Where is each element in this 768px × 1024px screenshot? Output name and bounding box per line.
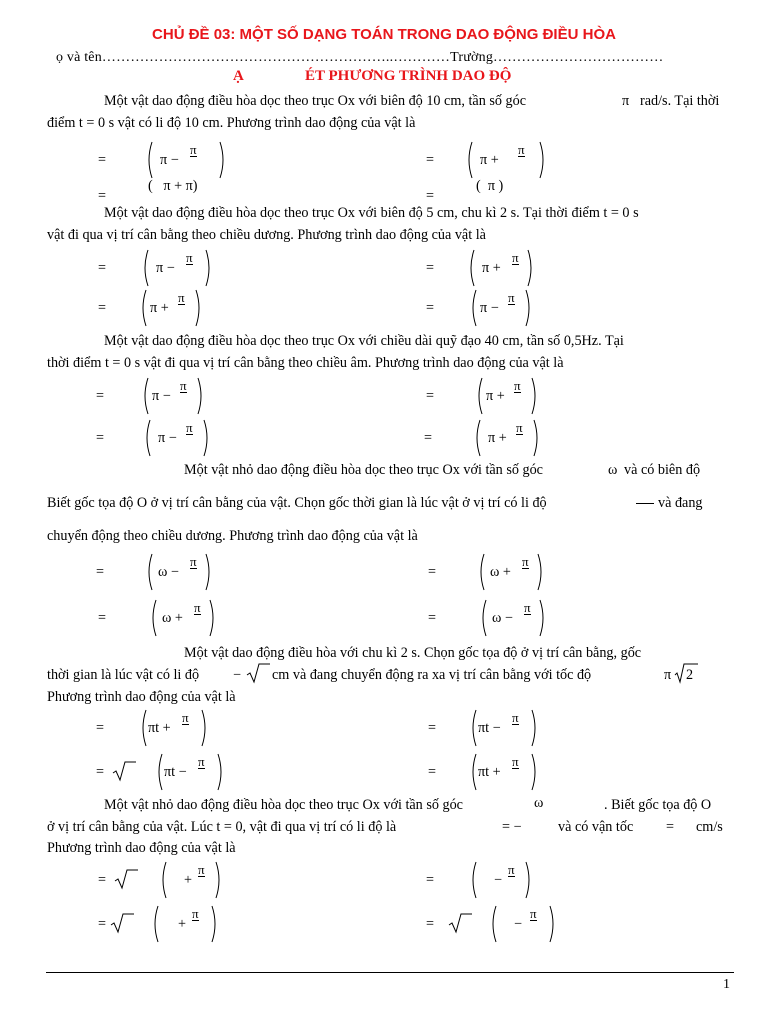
q6-omega: ω [534,795,544,811]
q6-option-d[interactable]: = − π [426,904,586,944]
q2-text-line2: vật đi qua vị trí cân bằng theo chiều dương. Phương trình dao động của vật là [47,227,486,243]
q5-minus: − [233,667,242,683]
q2-text-line1: Một vật dao động điều hòa dọc theo trục Ox với biên độ 5 cm, chu kì 2 s. Tại thời điểm t = 0 s [104,205,639,221]
q1-text-line2: điểm t = 0 s vật có li độ 10 cm. Phương trình dao động của vật là [47,115,416,131]
q4-option-d[interactable]: = ω − π [428,598,568,638]
page-number: 1 [723,977,730,992]
q5-option-c[interactable]: = πt − π [96,752,256,792]
q2-option-d[interactable]: = π − π [426,288,566,328]
q3-text-line2: thời điểm t = 0 s vật đi qua vị trí cân bằng theo chiều âm. Phương trình dao động của vật là [47,355,564,371]
q4-fraction-bar [636,503,654,504]
q4-text-line1: Một vật nhỏ dao động điều hòa dọc theo trục Ox với tần số góc [184,462,543,478]
q1-option-b-paren: π + π [466,140,546,180]
q4-option-a[interactable]: = ω − π [96,552,236,592]
q6-eq: = [666,819,675,835]
q5-text-line2b: cm và đang chuyển động ra xa vị trí cân bằng với tốc độ [272,667,592,683]
q2-option-a[interactable]: = π − π [98,248,238,288]
q5-text-line2a: thời gian là lúc vật có li độ [47,667,200,683]
q5-option-c-sqrt [112,760,136,782]
q6-option-a[interactable]: = + π [98,860,258,900]
q5-speed-root: 2 [686,667,694,683]
section-heading: ÉT PHƯƠNG TRÌNH DAO ĐỘ [305,68,512,84]
q4-text-line1-end: và có biên độ [624,462,701,478]
q1-option-c[interactable]: = ( π + π) [98,178,198,204]
q4-option-c[interactable]: = ω + π [98,598,238,638]
q3-option-c[interactable]: = π − π [96,418,236,458]
q1-text-line1-end: rad/s. Tại thời [640,93,720,109]
q5-text-line1: Một vật dao động điều hòa với chu kì 2 s. Chọn gốc tọa độ ở vị trí cân bằng, gốc [184,645,642,661]
q4-text-line2: Biết gốc tọa độ O ở vị trí cân bằng của vật. Chọn gốc thời gian là lúc vật ở vị trí có li độ [47,495,547,511]
q1-option-c-paren: ( π + π) [148,178,198,194]
q3-option-d[interactable]: = π + π [424,418,564,458]
q2-option-c[interactable]: = π + π [98,288,238,328]
q3-text-line1: Một vật dao động điều hòa dọc theo trục Ox với chiều dài quỹ đạo 40 cm, tần số 0,5Hz. Tại [104,333,624,349]
q6-option-a-sqrt [114,868,138,890]
q1-omega-pi: π [622,93,630,109]
q1-text-line1: Một vật dao động điều hòa dọc theo trục Ox với biên độ 10 cm, tần số góc [104,93,527,109]
q3-option-b[interactable]: = π + π [426,376,566,416]
q6-text-line2: ở vị trí cân bằng của vật. Lúc t = 0, vật đi qua vị trí có li độ là [47,819,397,835]
q1-option-a[interactable]: = π − π [98,140,238,180]
q6-text-line1: Một vật nhỏ dao động điều hòa dọc theo trục Ox với tần số góc [104,797,463,813]
q5-speed-pi: π [664,667,672,683]
document-title: CHỦ ĐỀ 03: MỘT SỐ DẠNG TOÁN TRONG DAO ĐỘNG ĐIỀU HÒA [152,26,616,43]
q5-option-b[interactable]: = πt − π [428,708,568,748]
q6-text-line3: Phương trình dao động của vật là [47,840,236,856]
q6-text-line2-end: cm/s [696,819,723,835]
q5-option-d[interactable]: = πt + π [428,752,568,792]
q3-option-a[interactable]: = π − π [96,376,236,416]
q1-option-a-paren: π − π [146,140,226,180]
q6-option-d-sqrt [448,912,472,934]
q1-option-b[interactable]: = π + π [426,140,566,180]
q5-sqrt-symbol [246,662,270,684]
q6-option-c[interactable]: = + π [98,904,258,944]
q1-option-d[interactable]: = ( π ) [426,178,504,204]
q6-text-line2-mid: = − [502,819,522,835]
q2-option-b[interactable]: = π + π [426,248,566,288]
q4-text-line2-end: và đang [658,495,703,511]
q5-option-a[interactable]: = πt + π [96,708,236,748]
q4-omega: ω [608,462,618,478]
q6-option-c-sqrt [110,912,134,934]
q1-option-d-paren: ( π ) [476,178,504,194]
q6-text-line2-mid2: và có vận tốc [558,819,634,835]
footer-divider [46,972,734,973]
q6-text-line1-end: . Biết gốc tọa độ O [604,797,712,813]
q4-option-b[interactable]: = ω + π [428,552,568,592]
q4-text-line3: chuyển động theo chiều dương. Phương trình dao động của vật là [47,528,418,544]
q5-text-line3: Phương trình dao động của vật là [47,689,236,705]
section-heading-left: Ạ [233,68,244,84]
name-school-fill-line: ọ và tên……………………………………………………..…………Trường……………………………… [56,50,664,65]
q6-option-b[interactable]: = − π [426,860,566,900]
